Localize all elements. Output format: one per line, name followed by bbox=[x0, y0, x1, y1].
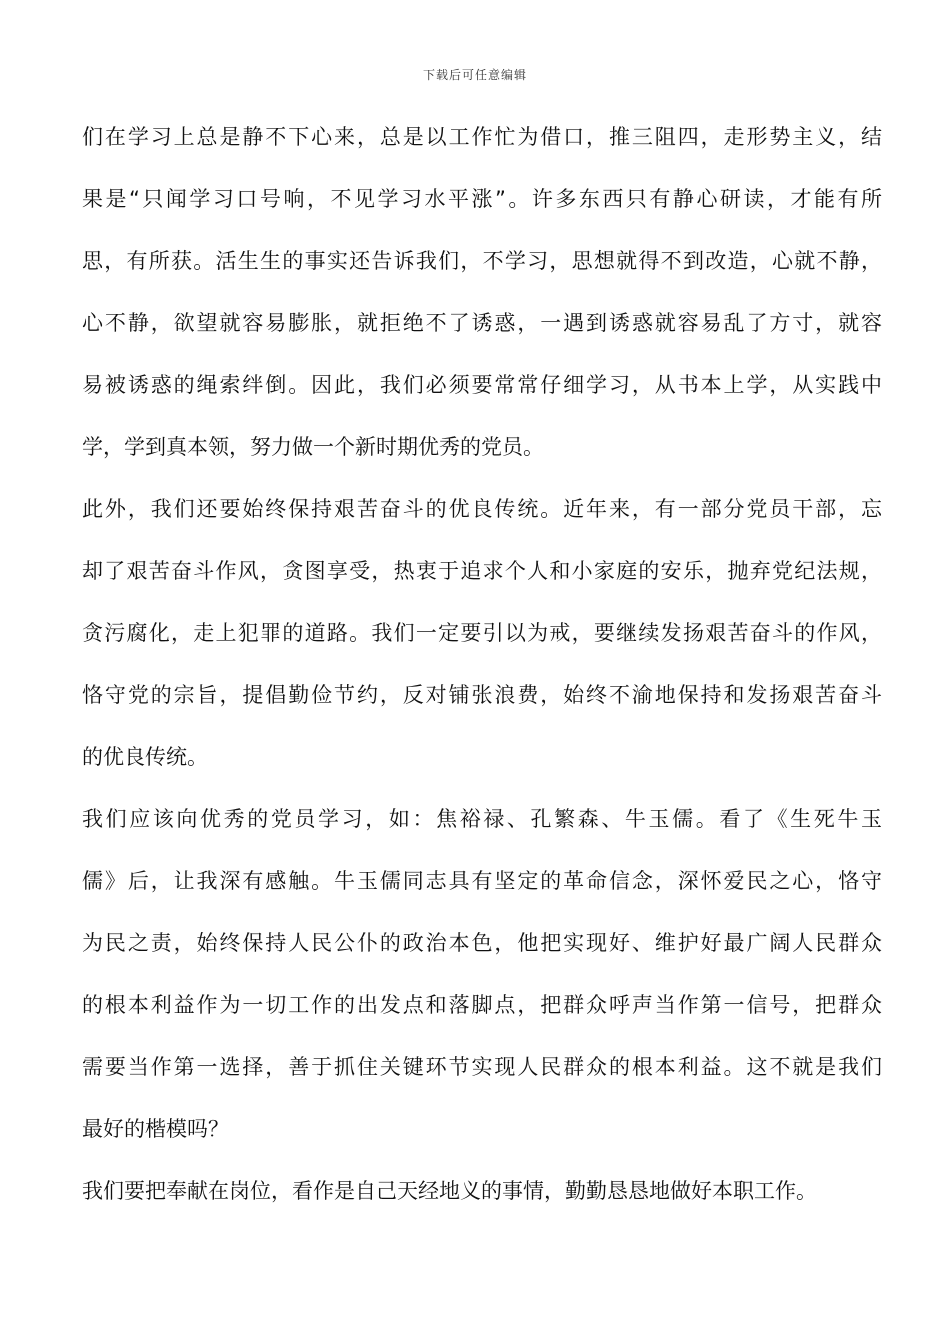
text-line: 我们要把奉献在岗位，看作是自己天经地义的事情，勤勤恳恳地做好本职工作。 bbox=[82, 1179, 817, 1203]
text-line: 学，学到真本领，努力做一个新时期优秀的党员。 bbox=[82, 435, 544, 459]
text-line: 恪守党的宗旨，提倡勤俭节约，反对铺张浪费，始终不渝地保持和发扬艰苦奋斗 bbox=[82, 683, 882, 707]
text-line: 儒》后，让我深有感触。牛玉儒同志具有坚定的革命信念，深怀爱民之心，恪守 bbox=[82, 869, 882, 893]
text-line: 最好的楷模吗？ bbox=[82, 1117, 229, 1141]
text-line: 需要当作第一选择，善于抓住关键环节实现人民群众的根本利益。这不就是我们 bbox=[82, 1055, 882, 1079]
text-line: 我们应该向优秀的党员学习，如：焦裕禄、孔繁森、牛玉儒。看了《生死牛玉 bbox=[82, 807, 882, 831]
text-line: 的优良传统。 bbox=[82, 745, 208, 769]
text-line: 思，有所获。活生生的事实还告诉我们，不学习，思想就得不到改造，心就不静， bbox=[82, 249, 882, 273]
text-line: 的根本利益作为一切工作的出发点和落脚点，把群众呼声当作第一信号，把群众 bbox=[82, 993, 882, 1017]
text-line: 易被诱惑的绳索绊倒。因此，我们必须要常常仔细学习，从书本上学，从实践中 bbox=[82, 373, 882, 397]
text-line: 们在学习上总是静不下心来，总是以工作忙为借口，推三阻四，走形势主义，结 bbox=[82, 125, 882, 149]
text-line: 为民之责，始终保持人民公仆的政治本色，他把实现好、维护好最广阔人民群众 bbox=[82, 931, 882, 955]
text-line: 贪污腐化，走上犯罪的道路。我们一定要引以为戒，要继续发扬艰苦奋斗的作风， bbox=[82, 621, 882, 645]
document-body bbox=[82, 116, 882, 1232]
text-line: 却了艰苦奋斗作风，贪图享受，热衷于追求个人和小家庭的安乐，抛弃党纪法规， bbox=[82, 559, 882, 583]
text-line: 果是“只闻学习口号响，不见学习水平涨”。许多东西只有静心研读，才能有所 bbox=[82, 187, 882, 211]
text-line: 此外，我们还要始终保持艰苦奋斗的优良传统。近年来，有一部分党员干部，忘 bbox=[82, 497, 882, 521]
text-line: 心不静，欲望就容易膨胀，就拒绝不了诱惑，一遇到诱惑就容易乱了方寸，就容 bbox=[82, 311, 882, 335]
download-note: 下载后可任意编辑 bbox=[422, 68, 527, 82]
